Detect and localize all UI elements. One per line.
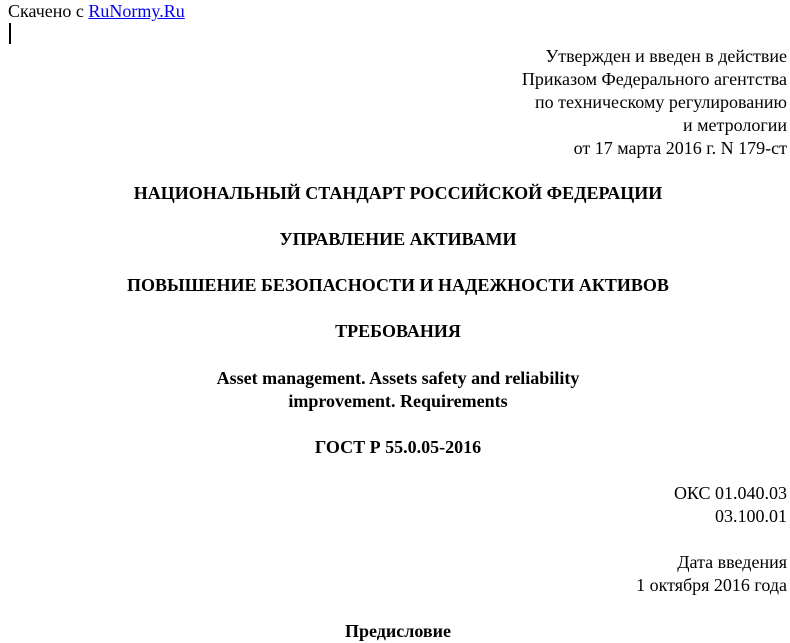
- runormy-link[interactable]: RuNormy.Ru: [88, 1, 185, 21]
- approval-block: [522, 45, 787, 160]
- approval-line: по техническому регулированию: [534, 92, 787, 112]
- approval-line: от 17 марта 2016 г. N 179-ст: [573, 138, 787, 158]
- approval-line: Приказом Федерального агентства: [521, 69, 787, 89]
- standard-designation: ГОСТ Р 55.0.05-2016: [314, 437, 482, 457]
- english-title-line: Asset management. Assets safety and reliability: [216, 368, 580, 388]
- preface-heading: Предисловие: [345, 621, 451, 641]
- standard-title: НАЦИОНАЛЬНЫЙ СТАНДАРТ РОССИЙСКОЙ ФЕДЕРАЦИИ: [133, 183, 663, 203]
- english-title: [0, 367, 790, 413]
- oks-code-line: 03.100.01: [715, 506, 787, 526]
- approval-line: Утвержден и введен в действие: [545, 46, 787, 66]
- oks-code-line: ОКС 01.040.03: [673, 483, 787, 503]
- text-cursor: [9, 23, 11, 44]
- topic-title: ПОВЫШЕНИЕ БЕЗОПАСНОСТИ И НАДЕЖНОСТИ АКТИВОВ: [127, 275, 669, 295]
- oks-codes: [674, 482, 787, 528]
- introduction-label: Дата введения: [677, 552, 787, 572]
- kind-title: ТРЕБОВАНИЯ: [335, 321, 461, 341]
- source-line: [8, 0, 185, 23]
- subject-title: УПРАВЛЕНИЕ АКТИВАМИ: [279, 229, 517, 249]
- source-prefix: Скачено с: [8, 1, 89, 21]
- introduction-date-value: 1 октября 2016 года: [636, 575, 787, 595]
- approval-line: и метрологии: [683, 115, 787, 135]
- introduction-date: [636, 551, 787, 597]
- english-title-line: improvement. Requirements: [288, 391, 508, 411]
